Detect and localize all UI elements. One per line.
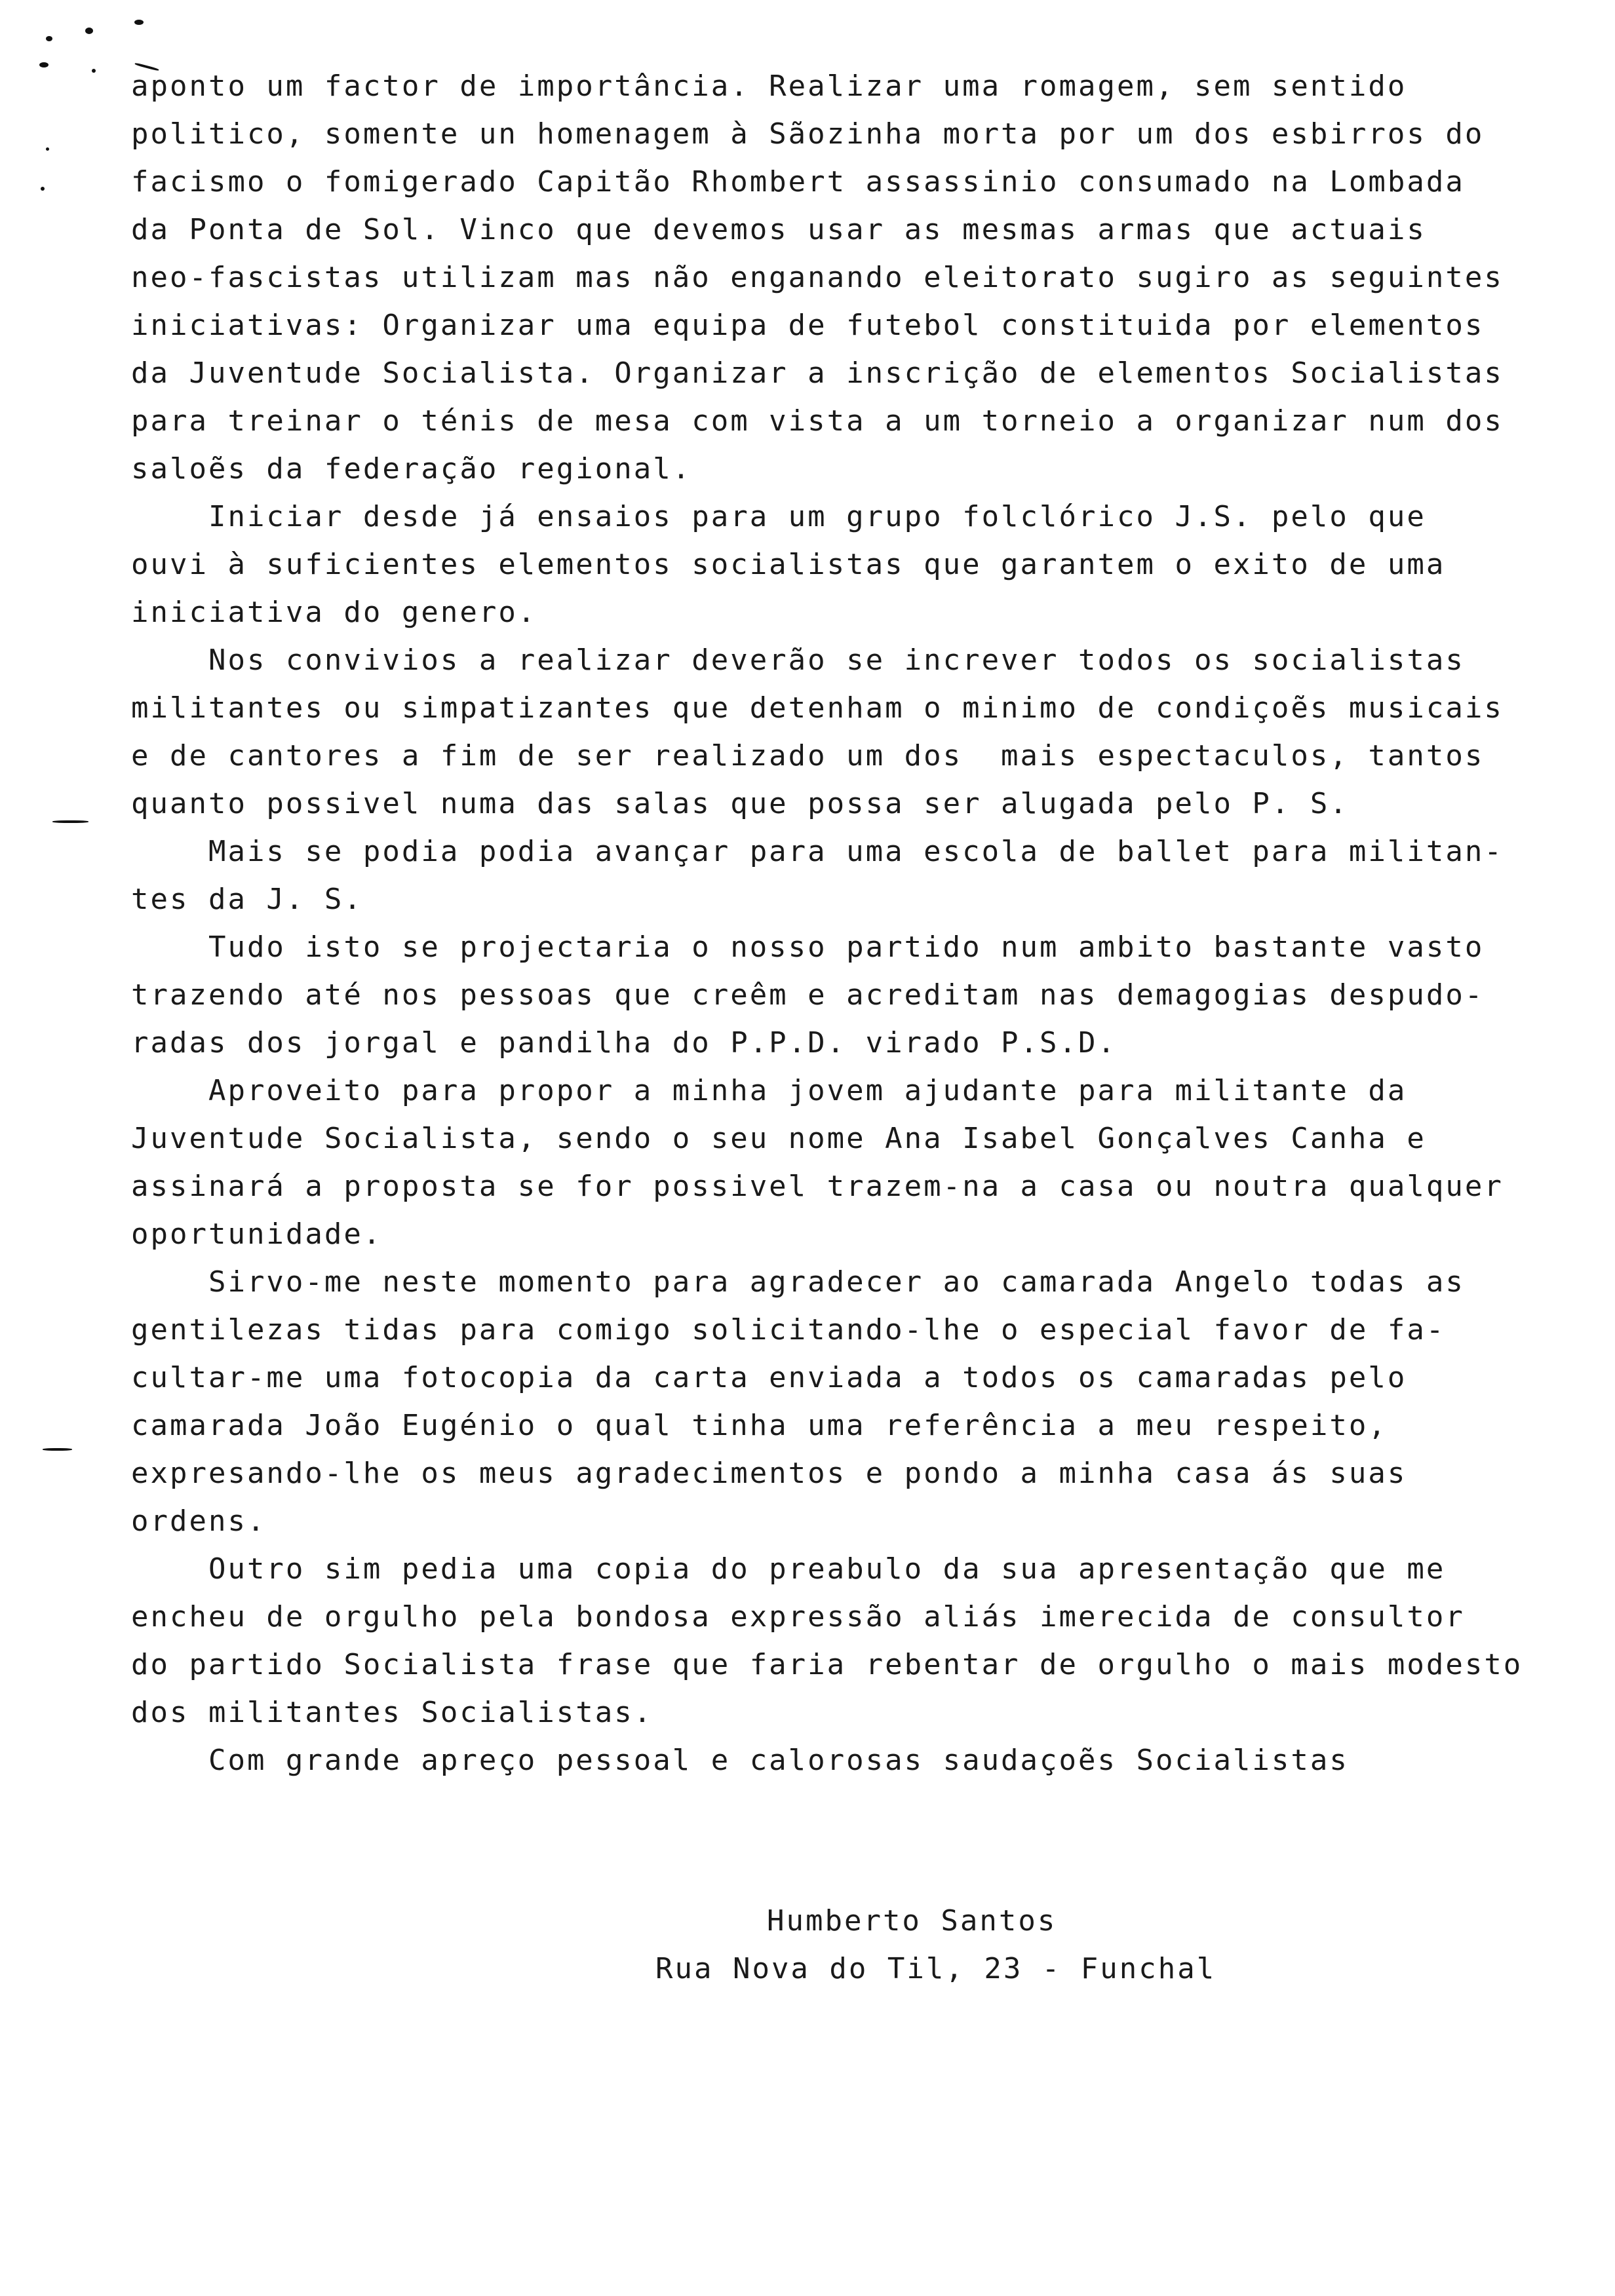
text-line: expresando-lhe os meus agradecimentos e pondo a minha casa ás suas <box>131 1457 1407 1490</box>
text-line: ordens. <box>131 1504 267 1538</box>
text-line: dos militantes Socialistas. <box>131 1696 653 1729</box>
margin-speck <box>39 62 49 67</box>
text-line: Juventude Socialista, sendo o seu nome Ana Isabel Gonçalves Canha e <box>131 1122 1426 1155</box>
text-line: Tudo isto se projectaria o nosso partido num ambito bastante vasto <box>131 930 1485 964</box>
text-line: Mais se podia podia avançar para uma escola de ballet para militan- <box>131 835 1504 868</box>
signature-address: Rua Nova do Til, 23 - Funchal <box>655 1952 1216 1985</box>
text-line: facismo o fomigerado Capitão Rhombert assassinio consumado na Lombada <box>131 165 1465 199</box>
text-line: neo-fascistas utilizam mas não enganando eleitorato sugiro as seguintes <box>131 261 1504 294</box>
text-line: Outro sim pedia uma copia do preabulo da sua apresentação que me <box>131 1552 1446 1586</box>
text-line: e de cantores a fim de ser realizado um dos mais espectaculos, tantos <box>131 739 1485 773</box>
text-line: tes da J. S. <box>131 883 363 916</box>
text-line: Sirvo-me neste momento para agradecer ao camarada Angelo todas as <box>131 1265 1465 1299</box>
text-line: militantes ou simpatizantes que detenham o minimo de condiçoẽs musicais <box>131 691 1504 725</box>
text-line: Nos convivios a realizar deverão se increver todos os socialistas <box>131 643 1465 677</box>
text-line: oportunidade. <box>131 1217 383 1251</box>
margin-speck <box>46 36 52 41</box>
text-line: para treinar o ténis de mesa com vista a um torneio a organizar num dos <box>131 404 1504 438</box>
margin-speck <box>92 69 96 73</box>
text-line: assinará a proposta se for possivel trazem-na a casa ou noutra qualquer <box>131 1170 1504 1203</box>
text-line: Iniciar desde já ensaios para um grupo folclórico J.S. pelo que <box>131 500 1426 533</box>
text-line: da Juventude Socialista. Organizar a inscrição de elementos Socialistas <box>131 356 1504 390</box>
margin-speck <box>46 147 49 151</box>
text-line: radas dos jorgal e pandilha do P.P.D. virado P.S.D. <box>131 1026 1118 1060</box>
text-line: saloẽs da federação regional. <box>131 452 692 486</box>
text-line: quanto possivel numa das salas que possa ser alugada pelo P. S. <box>131 787 1349 820</box>
margin-dash <box>52 820 88 823</box>
text-line: Com grande apreço pessoal e calorosas saudaçoẽs Socialistas <box>131 1744 1349 1777</box>
text-line: Aproveito para propor a minha jovem ajudante para militante da <box>131 1074 1407 1107</box>
text-line: encheu de orgulho pela bondosa expressão aliás imerecida de consultor <box>131 1600 1465 1634</box>
text-line: aponto um factor de importância. Realizar uma romagem, sem sentido <box>131 69 1407 103</box>
margin-speck <box>134 20 144 25</box>
text-line: iniciativa do genero. <box>131 596 537 629</box>
margin-speck <box>41 187 45 191</box>
text-line: ouvi à suficientes elementos socialistas que garantem o exito de uma <box>131 548 1446 581</box>
text-line: cultar-me uma fotocopia da carta enviada a todos os camaradas pelo <box>131 1361 1407 1394</box>
signature-block <box>655 1897 1216 1993</box>
text-line: trazendo até nos pessoas que creêm e acreditam nas demagogias despudo- <box>131 978 1485 1012</box>
signature-name: Humberto Santos <box>767 1904 1057 1938</box>
text-line: camarada João Eugénio o qual tinha uma referência a meu respeito, <box>131 1409 1388 1442</box>
text-line: iniciativas: Organizar uma equipa de futebol constituida por elementos <box>131 309 1485 342</box>
text-line: da Ponta de Sol. Vinco que devemos usar as mesmas armas que actuais <box>131 213 1426 246</box>
text-line: do partido Socialista frase que faria rebentar de orgulho o mais modesto <box>131 1648 1523 1681</box>
margin-speck <box>85 28 93 34</box>
text-line: politico, somente un homenagem à Sãozinha morta por um dos esbirros do <box>131 117 1485 151</box>
letter-body <box>131 62 1580 1784</box>
text-line: gentilezas tidas para comigo solicitando-lhe o especial favor de fa- <box>131 1313 1446 1347</box>
margin-dash <box>43 1448 72 1451</box>
